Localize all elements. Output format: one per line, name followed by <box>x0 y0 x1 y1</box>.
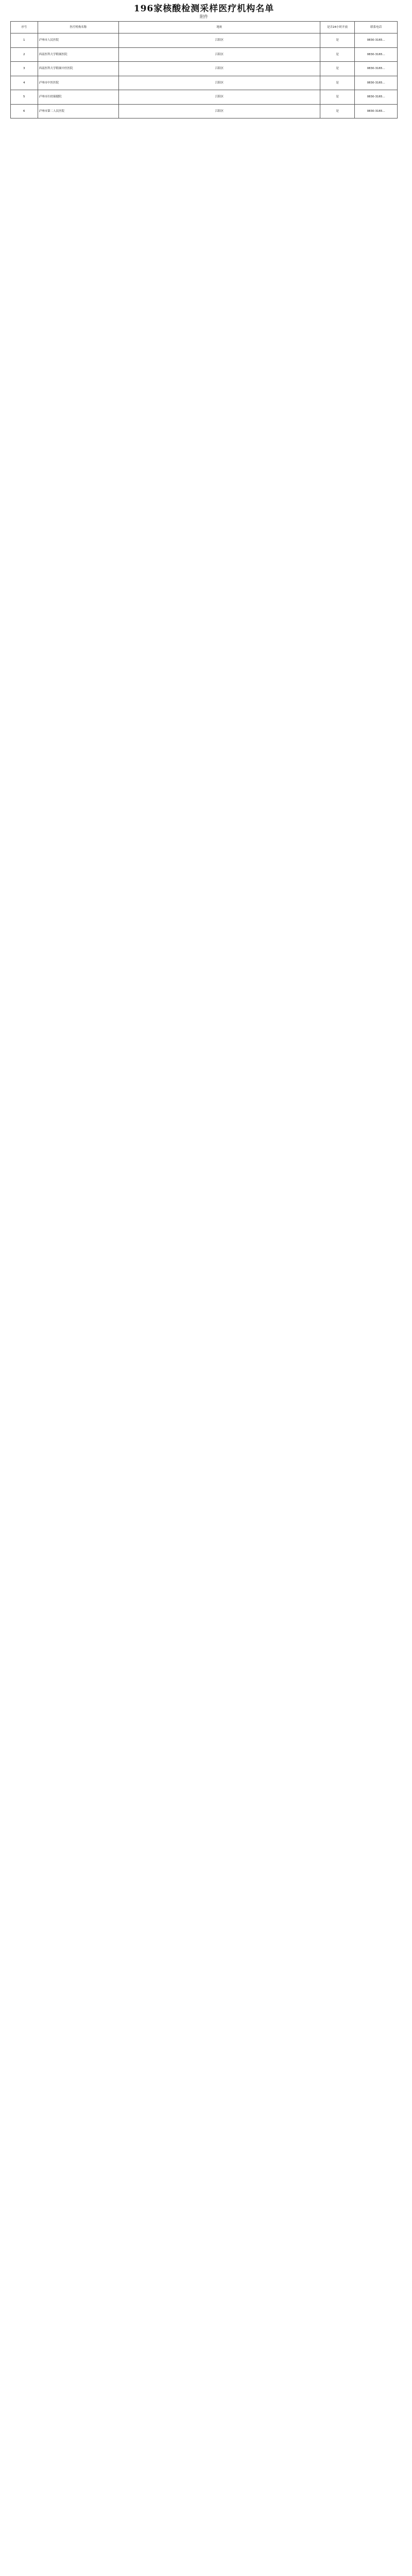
cell-name: 西南医科大学附属医院 <box>38 47 119 62</box>
cell-phone: 0830-3165... <box>355 47 398 62</box>
table-row <box>11 90 398 105</box>
header-open-24h: 是否24小时开放 <box>320 22 355 33</box>
cell-open-24h: 是 <box>320 47 355 62</box>
header-phone: 联系电话 <box>355 22 398 33</box>
cell-address: 江阳区 <box>119 104 320 118</box>
cell-phone: 0830-3165... <box>355 62 398 76</box>
cell-phone: 0830-3165... <box>355 104 398 118</box>
cell-address: 江阳区 <box>119 47 320 62</box>
table-row <box>11 76 398 90</box>
cell-name: 泸州市第二人民医院 <box>38 104 119 118</box>
table-row <box>11 33 398 48</box>
header-name: 医疗机构名称 <box>38 22 119 33</box>
table-row <box>11 47 398 62</box>
table-row <box>11 104 398 118</box>
table-body <box>11 33 398 118</box>
table-row <box>11 62 398 76</box>
cell-phone: 0830-3165... <box>355 33 398 48</box>
cell-open-24h: 是 <box>320 62 355 76</box>
cell-address: 江阳区 <box>119 33 320 48</box>
institution-table <box>10 21 398 118</box>
cell-name: 泸州市人民医院 <box>38 33 119 48</box>
cell-name: 泸州市中医医院 <box>38 76 119 90</box>
cell-phone: 0830-3165... <box>355 90 398 105</box>
cell-address: 江阳区 <box>119 76 320 90</box>
cell-open-24h: 是 <box>320 90 355 105</box>
cell-no: 1 <box>11 33 38 48</box>
cell-name: 西南医科大学附属中医医院 <box>38 62 119 76</box>
cell-open-24h: 是 <box>320 33 355 48</box>
header-address: 地址 <box>119 22 320 33</box>
header-row <box>11 22 398 33</box>
cell-phone: 0830-3165... <box>355 76 398 90</box>
cell-address: 江阳区 <box>119 62 320 76</box>
cell-no: 5 <box>11 90 38 105</box>
cell-address: 江阳区 <box>119 90 320 105</box>
cell-no: 3 <box>11 62 38 76</box>
header-no: 序号 <box>11 22 38 33</box>
cell-open-24h: 是 <box>320 104 355 118</box>
document-title: 196家核酸检测采样医疗机构名单 <box>133 4 274 14</box>
cell-name: 泸州市妇幼保健院 <box>38 90 119 105</box>
cell-open-24h: 是 <box>320 76 355 90</box>
document <box>10 3 398 118</box>
cell-no: 4 <box>11 76 38 90</box>
cell-no: 6 <box>11 104 38 118</box>
document-note: 附件 <box>200 14 208 19</box>
cell-no: 2 <box>11 47 38 62</box>
table-header <box>11 22 398 33</box>
